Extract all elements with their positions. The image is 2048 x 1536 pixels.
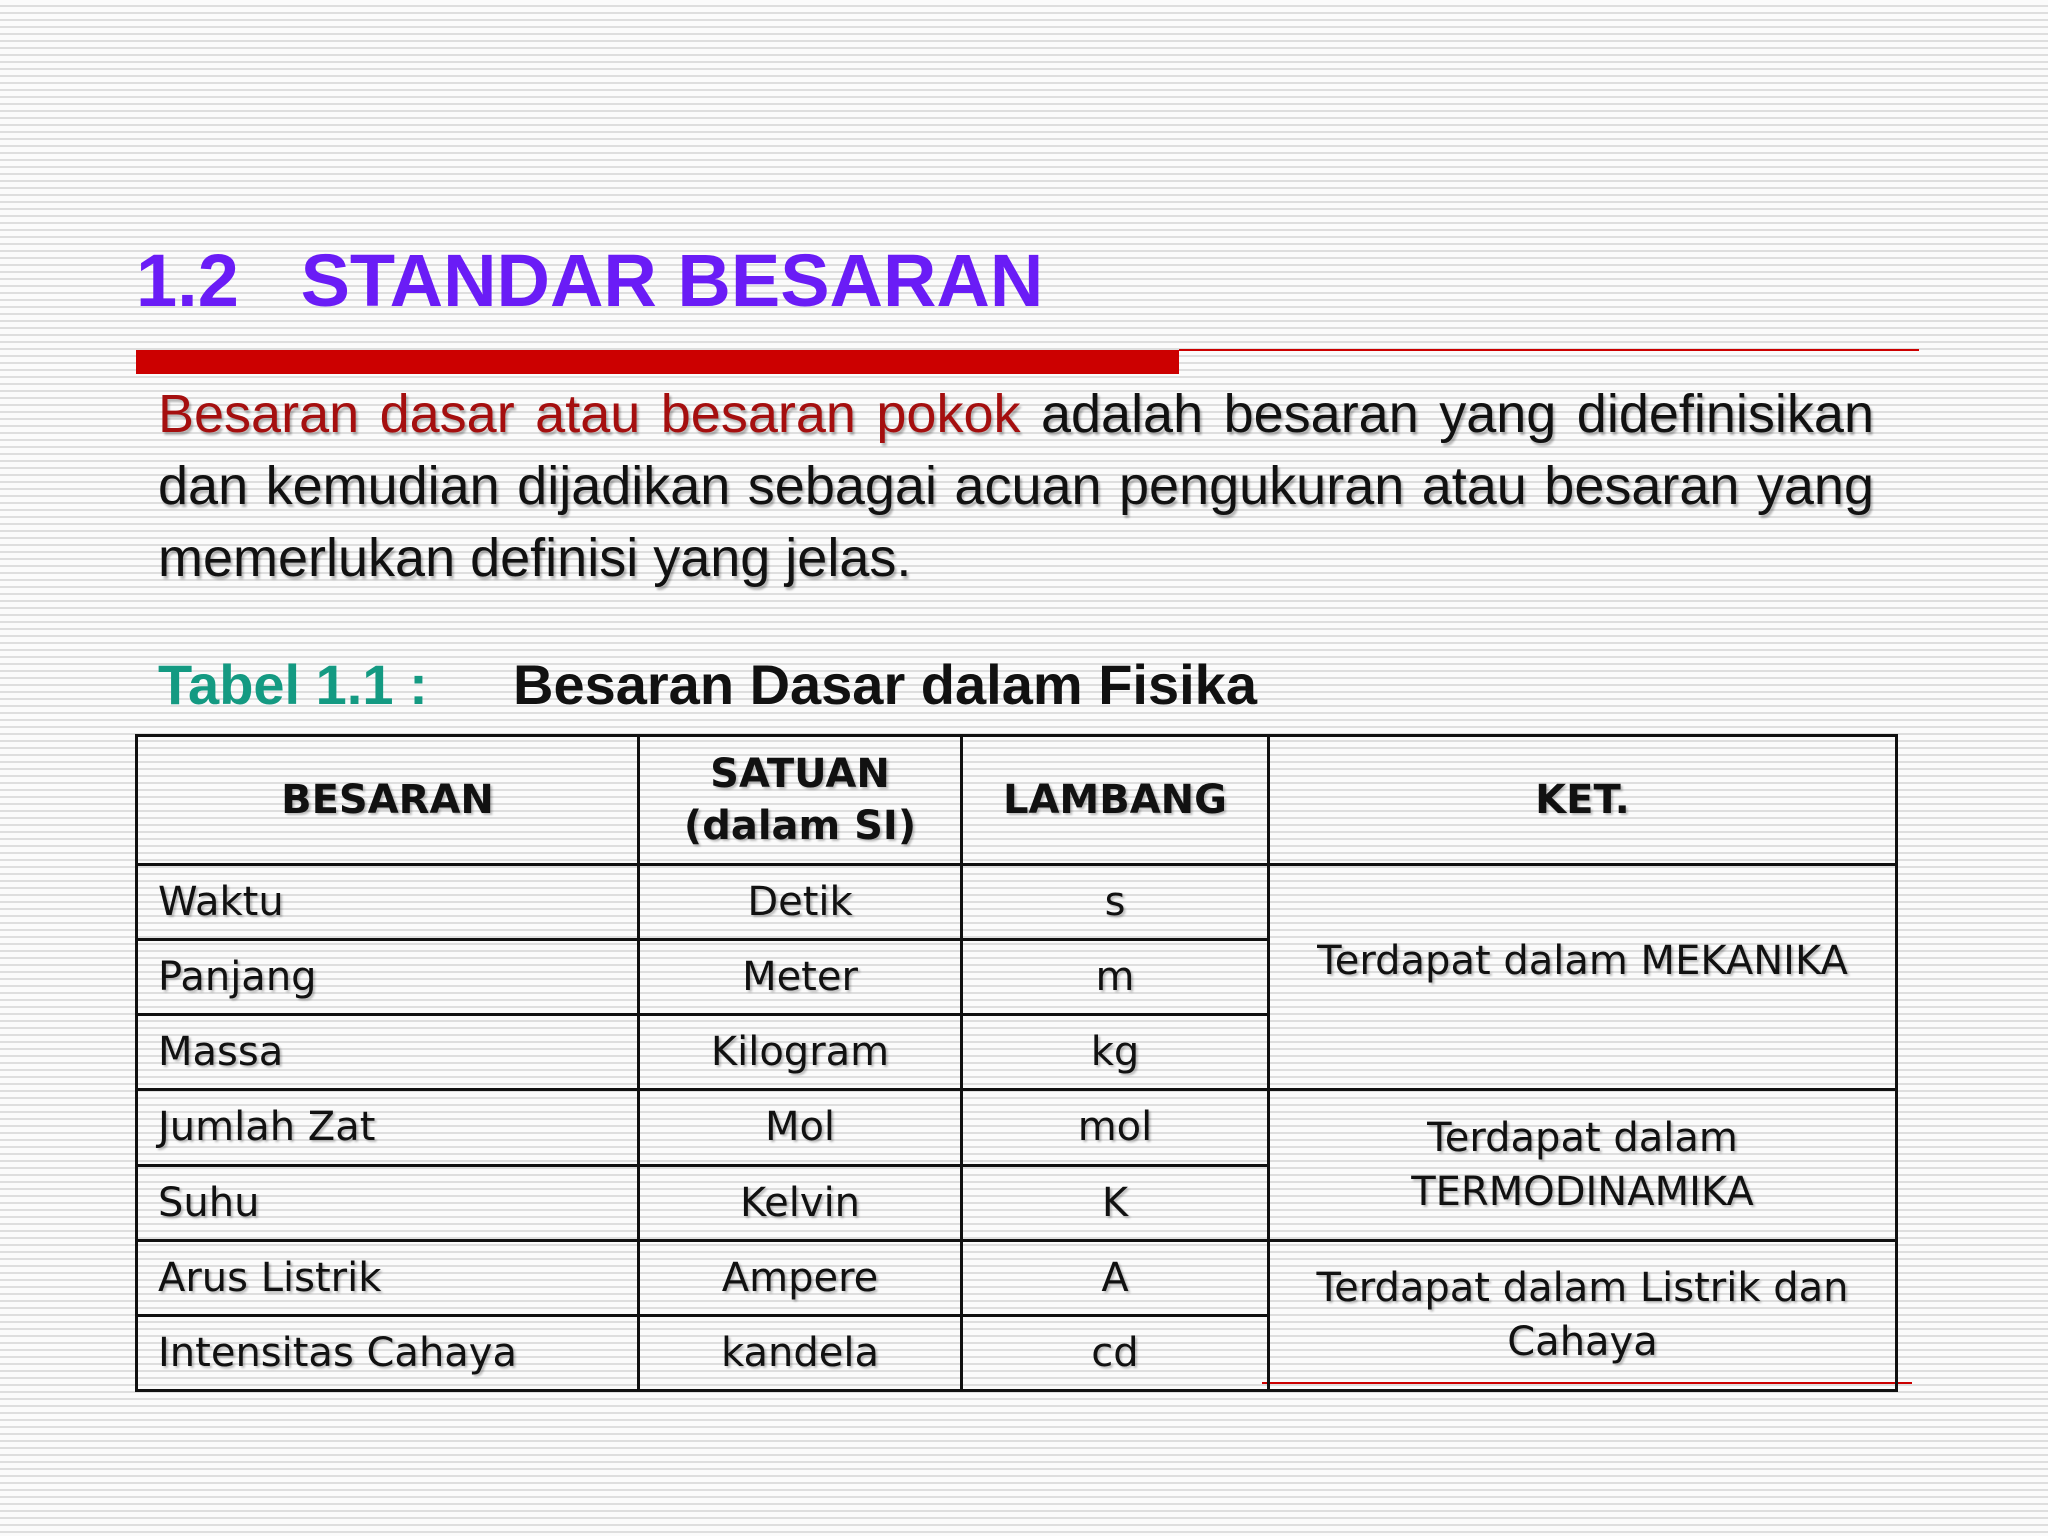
cell-ket-termodinamika: [1269, 1090, 1897, 1240]
cell-ket-listrik-cahaya: [1269, 1240, 1897, 1390]
cell-ket-mekanika: [1269, 865, 1897, 1090]
cell-besaran: Waktu: [137, 865, 639, 940]
slide-title: [136, 236, 1043, 326]
cell-satuan: Meter: [639, 940, 962, 1015]
header-ket: KET.: [1269, 736, 1897, 865]
header-satuan-line2: (dalam SI): [683, 803, 917, 849]
definition-text: adalah besaran yang didefinisikan dan kemudian dijadikan sebagai acuan pengukuran atau besaran yang memerlukan definisi yang jelas.: [158, 384, 1874, 588]
ket-listrik-cahaya-text: Terdapat dalam Listrik dan Cahaya: [1316, 1265, 1849, 1366]
cell-lambang: kg: [962, 1015, 1269, 1090]
cell-satuan: Kilogram: [639, 1015, 962, 1090]
table-header-row: [137, 736, 1897, 865]
ket-termodinamika-text: Terdapat dalam TERMODINAMIKA: [1411, 1115, 1754, 1216]
definition-paragraph: [158, 378, 1874, 594]
header-lambang: LAMBANG: [962, 736, 1269, 865]
cell-satuan: Mol: [639, 1090, 962, 1165]
table-row: [137, 1090, 1897, 1165]
ket-mekanika-text: Terdapat dalam MEKANIKA: [1317, 938, 1848, 985]
cell-besaran: Arus Listrik: [137, 1240, 639, 1315]
section-title: STANDAR BESARAN: [300, 239, 1044, 322]
base-quantities-table: [135, 734, 1898, 1392]
title-underline-thick: [136, 350, 1179, 374]
cell-lambang: mol: [962, 1090, 1269, 1165]
cell-besaran: Panjang: [137, 940, 639, 1015]
cell-besaran: Jumlah Zat: [137, 1090, 639, 1165]
header-besaran: BESARAN: [137, 736, 639, 865]
cell-lambang: cd: [962, 1315, 1269, 1390]
header-satuan: [639, 736, 962, 865]
cell-lambang: m: [962, 940, 1269, 1015]
cell-satuan: Ampere: [639, 1240, 962, 1315]
table-row: [137, 1240, 1897, 1315]
cell-lambang: A: [962, 1240, 1269, 1315]
cell-lambang: s: [962, 865, 1269, 940]
cell-satuan: Detik: [639, 865, 962, 940]
cell-lambang: K: [962, 1165, 1269, 1240]
cell-besaran: Suhu: [137, 1165, 639, 1240]
table-caption-text: Besaran Dasar dalam Fisika: [513, 653, 1257, 716]
cell-satuan: kandela: [639, 1315, 962, 1390]
header-satuan-line1: SATUAN: [710, 751, 890, 797]
table-row: [137, 865, 1897, 940]
cell-besaran: Massa: [137, 1015, 639, 1090]
cell-besaran: Intensitas Cahaya: [137, 1315, 639, 1390]
table-caption: [158, 650, 1257, 720]
cell-satuan: Kelvin: [639, 1165, 962, 1240]
table-caption-label: Tabel 1.1 :: [158, 653, 428, 716]
section-number: 1.2: [136, 239, 239, 322]
definition-term: Besaran dasar atau besaran pokok: [158, 384, 1021, 444]
title-underline-thin: [1179, 349, 1919, 351]
